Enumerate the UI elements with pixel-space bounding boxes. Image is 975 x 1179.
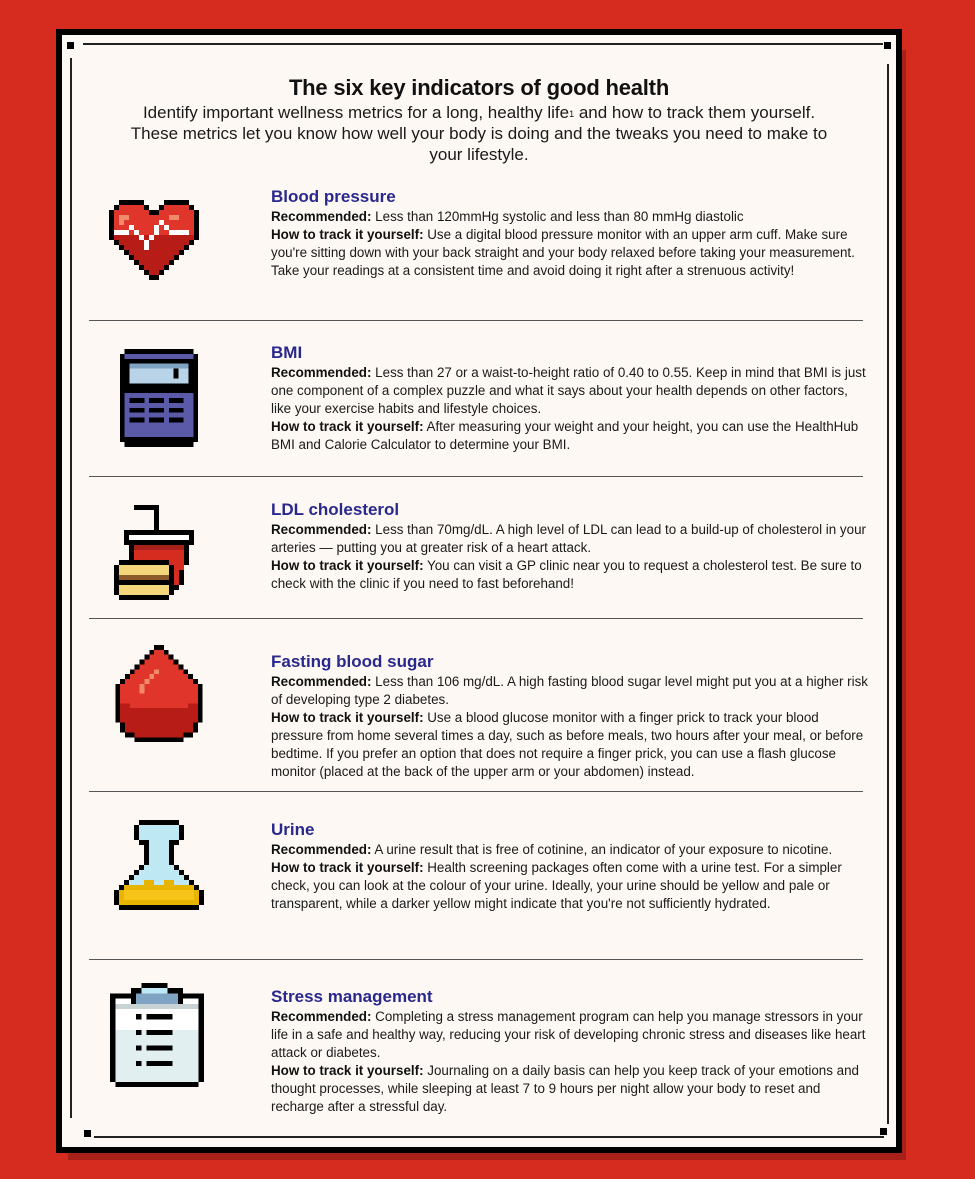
section-divider <box>89 791 863 792</box>
recommended-value: Less than 106 mg/dL. A high fasting blood sugar level might put you at a higher risk of developing type 2 diabetes. <box>271 674 868 707</box>
recommended-value: Completing a stress management program can help you manage stressors in your life in a safe and healthy way, reducing your risk of developing chronic stress and diseases like heart attack or diabetes. <box>271 1009 866 1060</box>
how-to-track-value: Use a digital blood pressure monitor with an upper arm cuff. Make sure you're sitting down with your back straight and your body relaxed before taking your measurement. Take your readings at a consistent time and avoid doing it right after a strenuous activity! <box>271 227 855 278</box>
intro-text-main: Identify important wellness metrics for a long, healthy life <box>142 103 570 122</box>
indicator-text <box>271 499 871 593</box>
flask-icon <box>109 815 209 915</box>
indicator-text <box>271 986 871 1116</box>
section-divider <box>89 618 863 619</box>
clipboard-pixel-art <box>109 983 205 1087</box>
recommended-label: Recommended: <box>271 365 372 380</box>
calculator-pixel-art <box>119 349 199 447</box>
clipboard-icon <box>109 983 205 1087</box>
recommended-label: Recommended: <box>271 674 372 689</box>
blood-drop-icon <box>115 645 203 747</box>
how-to-track-label: How to track it yourself: <box>271 860 424 875</box>
how-to-track-text <box>271 1062 871 1116</box>
how-to-track-label: How to track it yourself: <box>271 1063 424 1078</box>
recommended-text <box>271 673 871 709</box>
indicator-title: Stress management <box>271 987 433 1006</box>
inner-border-right <box>887 64 889 1124</box>
section-divider <box>89 320 863 321</box>
recommended-value: Less than 27 or a waist-to-height ratio of 0.40 to 0.55. Keep in mind that BMI is just one component of a complex puzzle and what it says about your health depends on other factors, like your exercise habits and lifestyle choices. <box>271 365 866 416</box>
how-to-track-text <box>271 557 871 593</box>
blood-drop-pixel-art <box>115 645 203 747</box>
recommended-text <box>271 364 871 418</box>
how-to-track-value: Use a blood glucose monitor with a finger prick to track your blood pressure from home several times a day, such as before meals, two hours after your meal, or before bedtime. If you prefer an option that does not require a finger prick, you can use a flash glucose monitor (placed at the back of the upper arm or your abdomen) instead. <box>271 710 864 779</box>
how-to-track-text <box>271 418 871 454</box>
recommended-label: Recommended: <box>271 842 372 857</box>
how-to-track-text <box>271 709 871 781</box>
inner-border-top <box>83 43 883 45</box>
recommended-text <box>271 208 871 226</box>
recommended-label: Recommended: <box>271 1009 372 1024</box>
fast-food-icon <box>109 500 209 600</box>
inner-border-left <box>70 58 72 1118</box>
fast-food-pixel-art <box>109 500 209 600</box>
section-divider <box>89 476 863 477</box>
heart-icon <box>109 195 209 285</box>
footnote-marker: 1 <box>569 109 575 119</box>
page-title: The six key indicators of good health <box>288 75 670 100</box>
recommended-value: Less than 120mmHg systolic and less than 80 mmHg diastolic <box>371 209 744 224</box>
flask-pixel-art <box>109 815 209 915</box>
how-to-track-text <box>271 226 871 280</box>
inner-border-bottom <box>94 1136 884 1138</box>
how-to-track-value: Health screening packages often come with a urine test. For a simpler check, you can look at the colour of your urine. Ideally, your urine should be yellow and pale or transparent, while a darker yellow might indicate that you're not sufficiently hydrated. <box>271 860 842 911</box>
how-to-track-value: Journaling on a daily basis can help you keep track of your emotions and thought processes, while sleeping at least 7 to 9 hours per night allow your body to reset and recharge after a stressful day. <box>271 1063 859 1114</box>
recommended-text <box>271 1008 871 1062</box>
recommended-label: Recommended: <box>271 209 372 224</box>
recommended-value: Less than 70mg/dL. A high level of LDL can lead to a build-up of cholesterol in your arteries — putting you at greater risk of a heart attack. <box>271 522 866 555</box>
indicator-title: BMI <box>271 343 303 362</box>
recommended-text <box>271 841 871 859</box>
how-to-track-value: You can visit a GP clinic near you to request a cholesterol test. Be sure to check with the clinic if you need to fast beforehand! <box>271 558 862 591</box>
corner-square-br <box>880 1128 887 1135</box>
indicator-text <box>271 651 871 781</box>
calculator-icon <box>119 349 199 447</box>
how-to-track-text <box>271 859 871 913</box>
indicator-title: Urine <box>271 820 315 839</box>
indicator-title: Fasting blood sugar <box>271 652 434 671</box>
indicator-text <box>271 819 871 913</box>
recommended-value: A urine result that is free of cotinine, an indicator of your exposure to nicotine. <box>371 842 833 857</box>
indicator-text <box>271 186 871 280</box>
info-card <box>56 29 902 1153</box>
section-divider <box>89 959 863 960</box>
corner-square-tr <box>884 42 891 49</box>
how-to-track-label: How to track it yourself: <box>271 558 424 573</box>
indicator-title: LDL cholesterol <box>271 500 400 519</box>
intro-text-rest: and how to track them yourself. These metrics let you know how well your body is doing and the tweaks you need to make to your lifestyle. <box>130 103 828 164</box>
how-to-track-label: How to track it yourself: <box>271 227 424 242</box>
intro-text <box>122 102 836 165</box>
indicator-text <box>271 342 871 454</box>
corner-square-tl <box>67 42 74 49</box>
heart-pixel-art <box>109 195 209 285</box>
recommended-text <box>271 521 871 557</box>
how-to-track-value: After measuring your weight and your height, you can use the HealthHub BMI and Calorie Calculator to determine your BMI. <box>271 419 859 452</box>
how-to-track-label: How to track it yourself: <box>271 710 424 725</box>
corner-square-bl <box>84 1130 91 1137</box>
recommended-label: Recommended: <box>271 522 372 537</box>
indicator-title: Blood pressure <box>271 187 396 206</box>
how-to-track-label: How to track it yourself: <box>271 419 424 434</box>
